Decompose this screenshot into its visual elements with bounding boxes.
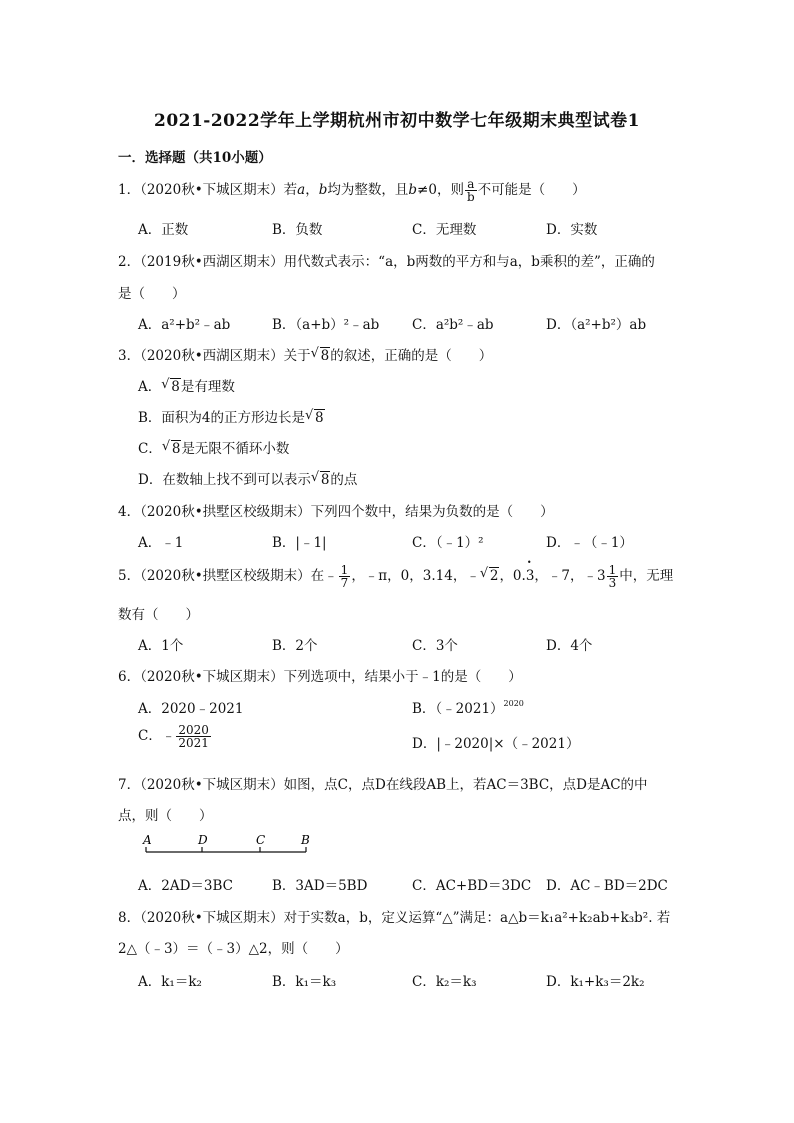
q8-option-b[interactable]: B．k₁＝k₃: [272, 974, 337, 990]
q4-option-c[interactable]: C．（﹣1）²: [412, 535, 484, 551]
question-2-stem-cont: 是（ ）: [118, 286, 186, 302]
sqrt-2: √ 2: [479, 566, 499, 584]
point-label-d: D: [198, 833, 208, 847]
q5-option-a[interactable]: A．1个: [138, 638, 184, 654]
q8-option-c[interactable]: C．k₂＝k₃: [412, 974, 477, 990]
q3-option-a[interactable]: A． √ 8是有理数: [138, 377, 235, 395]
fraction-a-over-b: $\frac{a}{b}$: [466, 177, 475, 204]
q6-option-c[interactable]: C．﹣ $\frac{2020}{2021}$: [138, 723, 209, 750]
q6-option-b[interactable]: B．（﹣2021）$^{2020}$: [412, 699, 524, 717]
point-label-a: A: [143, 833, 152, 847]
repeating-digit: • 3: [526, 568, 535, 584]
question-7-stem: 7．（2020秋•下城区期末）如图，点C，点D在线段AB上，若AC＝3BC，点D是AC的中: [118, 777, 648, 793]
exam-title: 2021-2022学年上学期杭州市初中数学七年级期末典型试卷1: [153, 111, 640, 131]
q8-option-a[interactable]: A．k₁＝k₂: [138, 974, 202, 990]
question-3-stem: 3．（2020秋•西湖区期末）关于 √ 8的叙述，正确的是（ ）: [118, 346, 493, 364]
q4-option-b[interactable]: B．|﹣1|: [272, 535, 327, 551]
question-5-stem: 5．（2020秋•拱墅区校级期末）在﹣ $\frac{1}{7}$ ，﹣π，0，3.14，﹣ √ 2，0.• 3，﹣7，﹣3 $\frac{1}{3}$ 中，无理: [118, 564, 673, 589]
question-6-stem: 6．（2020秋•下城区期末）下列选项中，结果小于﹣1的是（ ）: [118, 669, 522, 685]
q8-option-d[interactable]: D．k₁+k₃＝2k₂: [546, 974, 645, 990]
q7-option-d[interactable]: D．AC﹣BD＝2DC: [546, 878, 668, 894]
q5-option-c[interactable]: C．3个: [412, 638, 458, 654]
fraction-one-third: $\frac{1}{3}$: [608, 563, 617, 590]
q1-option-b[interactable]: B．负数: [272, 222, 323, 238]
section-heading: 一．选择题（共10小题）: [118, 150, 272, 166]
point-label-b: B: [301, 833, 310, 847]
q5-option-b[interactable]: B．2个: [272, 638, 318, 654]
question-2-stem: 2．（2019秋•西湖区期末）用代数式表示：“a，b两数的平方和与a，b乘积的差”，正确的: [118, 254, 655, 270]
q7-option-b[interactable]: B．3AD＝5BD: [272, 878, 368, 894]
segment-diagram: [140, 832, 320, 862]
sqrt-8: √ 8: [310, 346, 330, 364]
q4-option-d[interactable]: D．﹣（﹣1）: [546, 535, 633, 551]
q5-option-d[interactable]: D．4个: [546, 638, 593, 654]
question-4-stem: 4．（2020秋•拱墅区校级期末）下列四个数中，结果为负数的是（ ）: [118, 504, 554, 520]
fraction-one-seventh: $\frac{1}{7}$: [340, 563, 349, 590]
q1-option-d[interactable]: D．实数: [546, 222, 598, 238]
q1-option-a[interactable]: A．正数: [138, 222, 189, 238]
q2-option-a[interactable]: A．a²+b²﹣ab: [138, 317, 231, 333]
question-8-stem-cont: 2△（﹣3）＝（﹣3）△2，则（ ）: [118, 941, 349, 957]
question-7-stem-cont: 点，则（ ）: [118, 808, 213, 824]
point-label-c: C: [256, 833, 266, 847]
question-8-stem: 8．（2020秋•下城区期末）对于实数a，b，定义运算“△”满足：a△b＝k₁a²+k₂ab+k₃b². 若: [118, 910, 671, 926]
q3-option-d[interactable]: D．在数轴上找不到可以表示 √ 8的点: [138, 470, 358, 488]
question-5-stem-cont: 数有（ ）: [118, 607, 199, 623]
q1-option-c[interactable]: C．无理数: [412, 222, 477, 238]
q7-option-a[interactable]: A．2AD＝3BC: [138, 878, 234, 894]
q4-option-a[interactable]: A．﹣1: [138, 535, 184, 551]
q3-option-c[interactable]: C． √ 8是无限不循环小数: [138, 439, 290, 457]
q2-option-b[interactable]: B．（a+b）²﹣ab: [272, 317, 380, 333]
question-1-stem: 1．（2020秋•下城区期末）若a，b均为整数，且b≠0，则 $\frac{a}{b}$ 不可能是（ ）: [118, 177, 586, 204]
q3-option-b[interactable]: B．面积为4的正方形边长是 √ 8: [138, 408, 324, 426]
q6-option-a[interactable]: A．2020﹣2021: [138, 701, 244, 717]
q2-option-d[interactable]: D．（a²+b²）ab: [546, 317, 647, 333]
q6-option-d[interactable]: D．|﹣2020|×（﹣2021）: [412, 736, 580, 752]
q7-option-c[interactable]: C．AC+BD＝3DC: [412, 878, 532, 894]
q2-option-c[interactable]: C．a²b²﹣ab: [412, 317, 494, 333]
